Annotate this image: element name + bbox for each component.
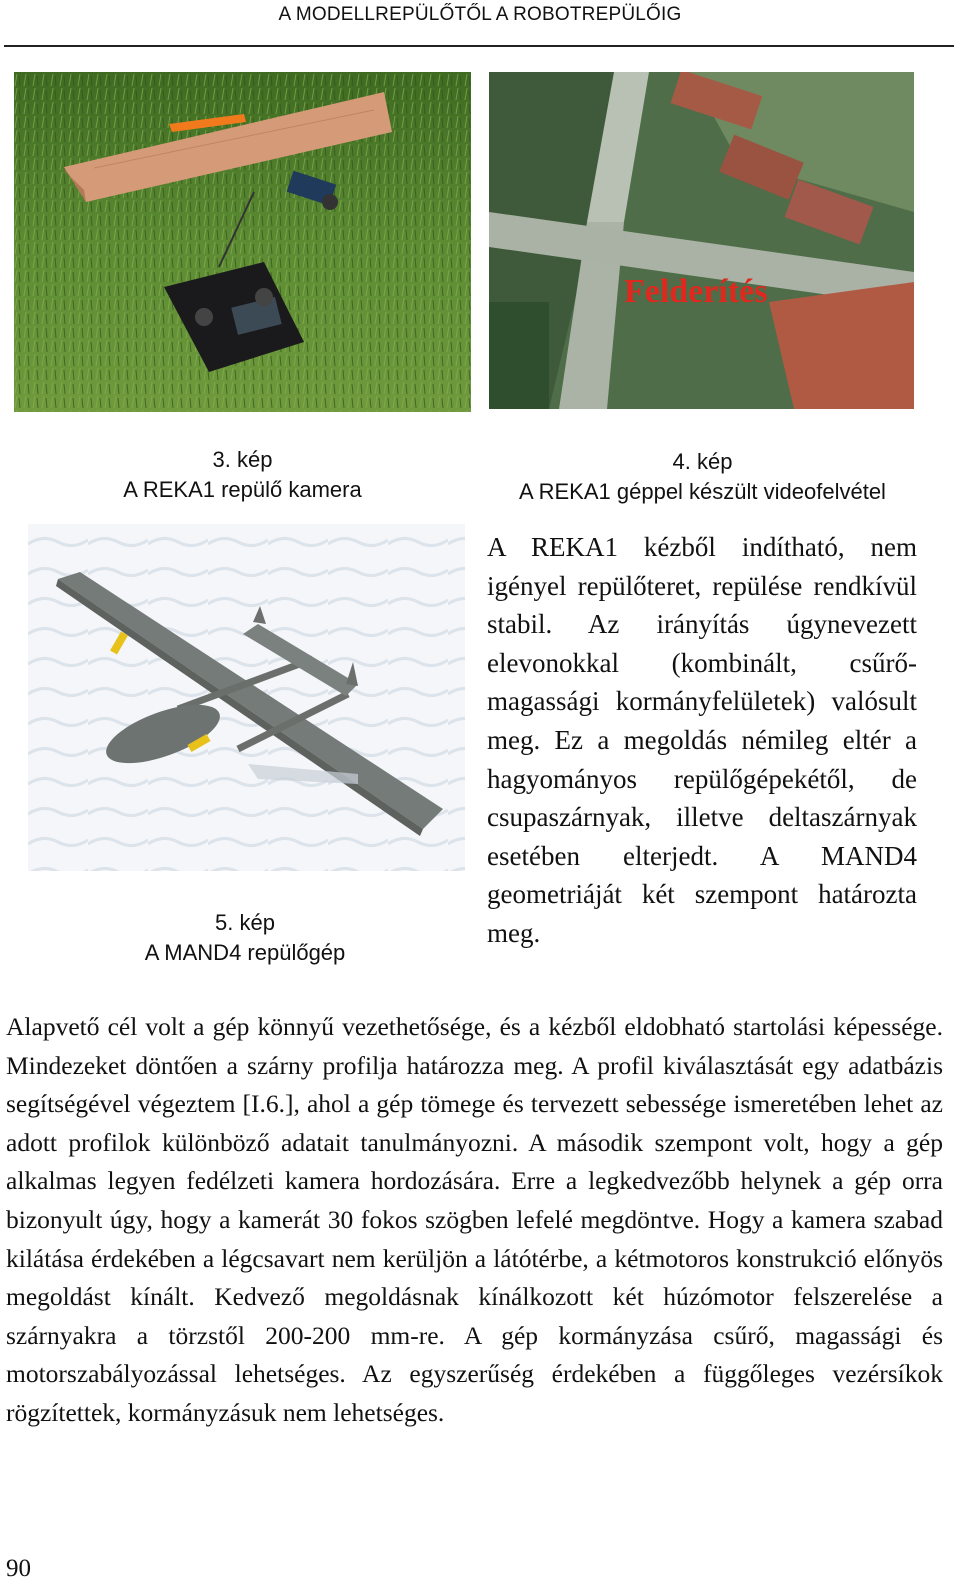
video-overlay-text: Felderítés xyxy=(624,273,768,310)
photo-reka1-camera xyxy=(14,72,471,412)
figure-5-caption xyxy=(60,908,430,968)
figure-3-title: A REKA1 repülő kamera xyxy=(123,477,362,502)
side-paragraph: A REKA1 kézből indítható, nem igényel repülőteret, repülése rendkívül stabil. Az irányítás úgynevezett elevonokkal (kombinált, csűrő-magassági kormányfelületek) valósult meg. Ez a megoldás némileg eltér a hagyományos repülőgépekétől, de csupaszárnyak, illetve deltaszárnyak esetében elterjedt. A MAND4 geometriáját két szempont határozta meg. xyxy=(487,532,917,948)
photo-mand4-aircraft xyxy=(28,524,465,871)
figure-4-number: 4. kép xyxy=(672,449,733,474)
figure-5-title: A MAND4 repülőgép xyxy=(144,940,346,965)
header-rule xyxy=(4,45,954,47)
running-header: A MODELLREPÜLŐTŐL A ROBOTREPÜLŐIG xyxy=(278,4,682,25)
figure-3-number: 3. kép xyxy=(212,447,273,472)
figure-3-caption xyxy=(60,445,425,505)
figure-4-caption xyxy=(470,447,935,507)
photo-reka1-aerial-video xyxy=(489,72,914,409)
aerial-video-illustration xyxy=(489,72,914,409)
figure-4-title: A REKA1 géppel készült videofelvétel xyxy=(519,479,886,504)
page-number: 90 xyxy=(6,1555,31,1582)
grass-photo-illustration xyxy=(14,72,471,412)
snow-photo-illustration xyxy=(28,524,465,871)
main-paragraph: Alapvető cél volt a gép könnyű vezethetősége, és a kézből eldobható startolási képessége. Mindezeket döntően a szárny profilja határozza meg. A profil kiválasztását egy adatbázis segítségével végeztem [I.6.], ahol a gép tömege és tervezett sebessége ismeretében lehet az adott profilok különböző adatait tanulmányozni. A második szempont volt, hogy a gép alkalmas legyen fedélzeti kamera hordozására. Erre a legkedvezőbb helynek a gép orra bizonyult úgy, hogy a kamerát 30 fokos szögben lefelé megdöntve. Hogy a kamera szabad kilátása érdekében a légcsavart nem kerüljön a látótérbe, a kétmotoros konstrukció előnyös megoldást kínált. Kedvező megoldásnak kínálkozott két húzómotor felszerelése a szárnyakra a törzstől 200-200 mm-re. A gép kormányzása csűrő, magassági és motorszabályozással lehetséges. Az egyszerűség érdekében a függőleges vezérsíkok rögzítettek, kormányzásuk nem lehetséges. xyxy=(6,1012,943,1427)
figure-5-number: 5. kép xyxy=(215,910,275,935)
